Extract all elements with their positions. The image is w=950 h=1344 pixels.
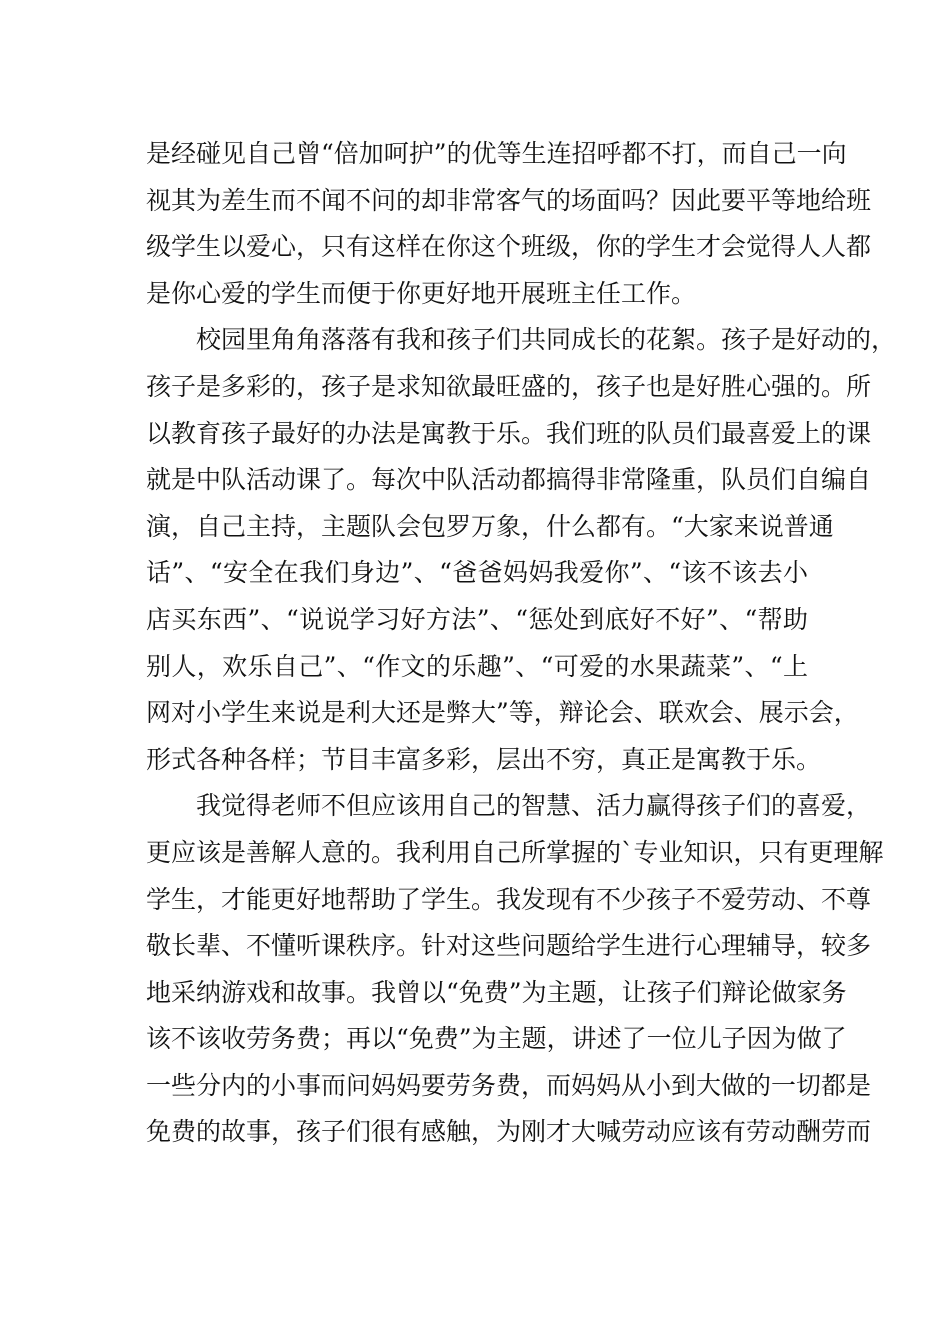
text-line: 是经碰见自己曾“倍加呵护”的优等生连招呼都不打，而自己一向 <box>146 139 847 168</box>
text-line: 演，自己主持，主题队会包罗万象，什么都有。“大家来说普通 <box>146 511 834 541</box>
paragraph-1 <box>146 131 872 317</box>
text-line: 话”、“安全在我们身边”、“爸爸妈妈我爱你”、“该不该去小 <box>146 558 808 588</box>
text-line: 学生，才能更好地帮助了学生。我发现有不少孩子不爱劳动、不尊 <box>146 884 872 914</box>
text-line: 地采纳游戏和故事。我曾以“免费”为主题，让孩子们辩论做家务 <box>146 977 847 1007</box>
text-line: 校园里角角落落有我和孩子们共同成长的花絮。孩子是好动的， <box>146 325 897 355</box>
text-line: 敬长辈、不懂听课秩序。针对这些问题给学生进行心理辅导，较多 <box>146 931 872 961</box>
text-line: 形式各种各样；节目丰富多彩，层出不穷，真正是寓教于乐。 <box>146 744 822 774</box>
text-line: 孩子是多彩的，孩子是求知欲最旺盛的，孩子也是好胜心强的。所 <box>146 371 872 401</box>
text-line: 网对小学生来说是利大还是弊大”等，辩论会、联欢会、展示会， <box>146 698 859 728</box>
text-line: 视其为差生而不闻不问的却非常客气的场面吗？因此要平等地给班 <box>146 185 872 215</box>
text-line: 就是中队活动课了。每次中队活动都搞得非常隆重，队员们自编自 <box>146 465 872 495</box>
text-line: 店买东西”、“说说学习好方法”、“惩处到底好不好”、“帮助 <box>146 604 808 634</box>
text-line: 我觉得老师不但应该用自己的智慧、活力赢得孩子们的喜爱， <box>146 791 872 821</box>
text-line: 是你心爱的学生而便于你更好地开展班主任工作。 <box>146 278 697 308</box>
text-line: 以教育孩子最好的办法是寓教于乐。我们班的队员们最喜爱上的课 <box>146 418 872 448</box>
paragraph-3 <box>146 783 884 1156</box>
text-line: 别人，欢乐自己”、“作文的乐趣”、“可爱的水果蔬菜”、“上 <box>146 651 808 681</box>
text-line: 该不该收劳务费；再以“免费”为主题，讲述了一位儿子因为做了 <box>146 1024 847 1054</box>
text-line: 级学生以爱心，只有这样在你这个班级，你的学生才会觉得人人都 <box>146 232 872 262</box>
text-line: 一些分内的小事而问妈妈要劳务费，而妈妈从小到大做的一切都是 <box>146 1070 872 1100</box>
document-body <box>146 131 897 1156</box>
text-line: 更应该是善解人意的。我利用自己所掌握的`专业知识，只有更理解 <box>146 837 884 867</box>
text-line: 免费的故事，孩子们很有感触，为刚才大喊劳动应该有劳动酬劳而 <box>146 1117 872 1147</box>
paragraph-2 <box>146 317 897 783</box>
